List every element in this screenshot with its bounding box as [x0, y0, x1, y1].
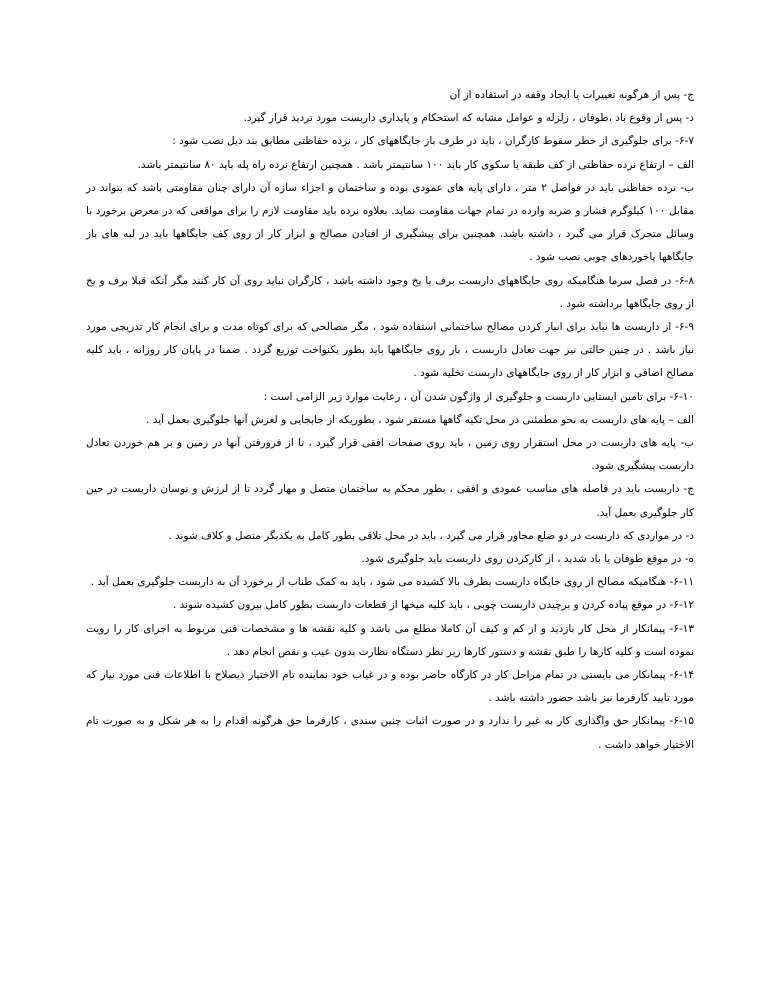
clause-6-13: ۶-۱۳- پیمانکار از محل کار بازدید و از کم و کیف آن کاملا مطلع می باشد و کلیه نقشه ها و مشخصات فنی مربوط به اجرای کار را رویت نموده است و کلیه کارها را طبق نقشه و دستور کارها زیر نظر دستگاه نظارت بدون عیب و نقص انجام دهد . — [86, 622, 694, 658]
clause-6-7: ۶-۷- برای جلوگیری از خطر سقوط کارگران ، باید در طرف باز جایگاههای کار ، نرده حفاظتی مطابق بند ذیل نصب شود : — [172, 135, 694, 148]
paragraph-item-alef-2: الف – پایه های داربست به نحو مطمئنی در محل تکیه گاهها مستقر شود ، بطوریکه از جابجایی و لغزش آنها جلوگیری بعمل آید . — [146, 413, 694, 426]
clause-6-8: ۶-۸- در فصل سرما هنگامیکه روی جایگاههای داربست برف یا یخ وجود داشته باشد ، کارگران نباید روی آن کار کنند مگر آنکه قبلا برف و یخ از روی جایگاهها برداشته شود . — [86, 274, 694, 310]
clause-6-10: ۶-۱۰- برای تامین ایستایی داربست و جلوگیری از واژگون شدن آن ، رعایت موارد زیر الزامی است : — [263, 390, 694, 403]
clause-6-12: ۶-۱۲- در موقع پیاده کردن و برچیدن داربست چوبی ، باید کلیه میخها از قطعات داربست بطور کامل بیرون کشیده شوند . — [172, 599, 694, 612]
clause-6-9: ۶-۹- از داربست ها نباید برای انبار کردن مصالح ساختمانی استفاده شود ، مگر مصالحی که برای کوتاه مدت و برای انجام کار تدریجی مورد نیاز باشد . در چنین حالتی نیز جهت تعادل داربست ، بار روی جایگاهها باید بطور یکنواخت توزیع گردد . ضمنا در پایان کار روزانه ، باید کلیه مصالح اضافی و ابزار کار از روی جایگاههای داربست تخلیه شود . — [86, 321, 694, 380]
paragraph-item-b-2: ب- پایه های داربست در محل استقرار روی زمین ، باید روی صفحات افقی قرار گیرد ، تا از فرورفتن آنها در زمین و بر هم خوردن تعادل داربست پیشگیری شود. — [86, 437, 694, 473]
paragraph-item-d-2: د- در مواردی که داربست در دو ضلع مجاور قرار می گیرد ، باید در محل تلاقی بطور کامل به یکدیگر متصل و کلاف شوند . — [168, 529, 694, 542]
clause-6-15: ۶-۱۵- پیمانکار حق واگذاری کار به غیر را ندارد و در صورت اثبات چنین سندی ، کارفرما حق هرگونه اقدام را به هر شکل و به صورت تام الاختیار خواهد داشت . — [86, 715, 694, 751]
paragraph-item-d: د- پس از وقوع باد ،طوفان ، زلزله و عوامل مشابه که استحکام و پایداری داربست مورد تردید قرار گیرد. — [243, 112, 694, 125]
paragraph-item-h: ه- در موقع طوفان یا باد شدید ، از کارکردن روی داربست باید جلوگیری شود. — [361, 553, 694, 566]
paragraph-item-j: ج- پس از هرگونه تغییرات یا ایجاد وقفه در استفاده از آن — [449, 89, 694, 101]
paragraph-item-j-2: ج- داربست باید در فاصله های مناسب عمودی و افقی ، بطور محکم به ساختمان متصل و مهار گردد تا از لرزش و نوسان داربست در حین کار جلوگیری بعمل آید. — [86, 483, 694, 519]
document-body — [86, 84, 694, 757]
paragraph-item-b: ب- نرده حفاظتی باید در فواصل ۲ متر ، دارای پایه های عمودی بوده و ساختمان و اجزاء سازه آن دارای چنان مقاومتی باشد که بتواند در مقابل ۱۰۰ کیلوگرم فشار و ضربه وارده در تمام جهات مقاومت نماید. بعلاوه نرده باید مقاومت لازم را برای مواقعی که در معرض برخورد با وسائل متحرک قرار می گیرد ، داشته باشد. همچنین برای پیشگیری از افتادن مصالح و ابزار کار از روی کف جایگاهها باید در لبه های باز جایگاهها پاخوردهای چوبی نصب شود . — [86, 181, 694, 264]
clause-6-14: ۶-۱۴- پیمانکار می بایستی در تمام مراحل کار در کارگاه حاضر بوده و در غیاب خود نماینده تام الاختیار ذیصلاح با اطلاعات فنی مورد نیاز که مورد تایید کارفرما نیز باشد حضور داشته باشد . — [86, 669, 694, 705]
clause-6-11: ۶-۱۱- هنگامیکه مصالح از روی جایگاه داربست بطرف بالا کشیده می شود ، باید به کمک طناب از برخورد آن به داربست جلوگیری بعمل آید . — [90, 576, 694, 589]
paragraph-item-alef: الف – ارتفاع نرده حفاظتی از کف طبقه یا سکوی کار باید ۱۰۰ سانتیمتر باشد . همچنین ارتفاع نرده راه پله باید ۸۰ سانتیمتر باشد. — [137, 158, 694, 171]
